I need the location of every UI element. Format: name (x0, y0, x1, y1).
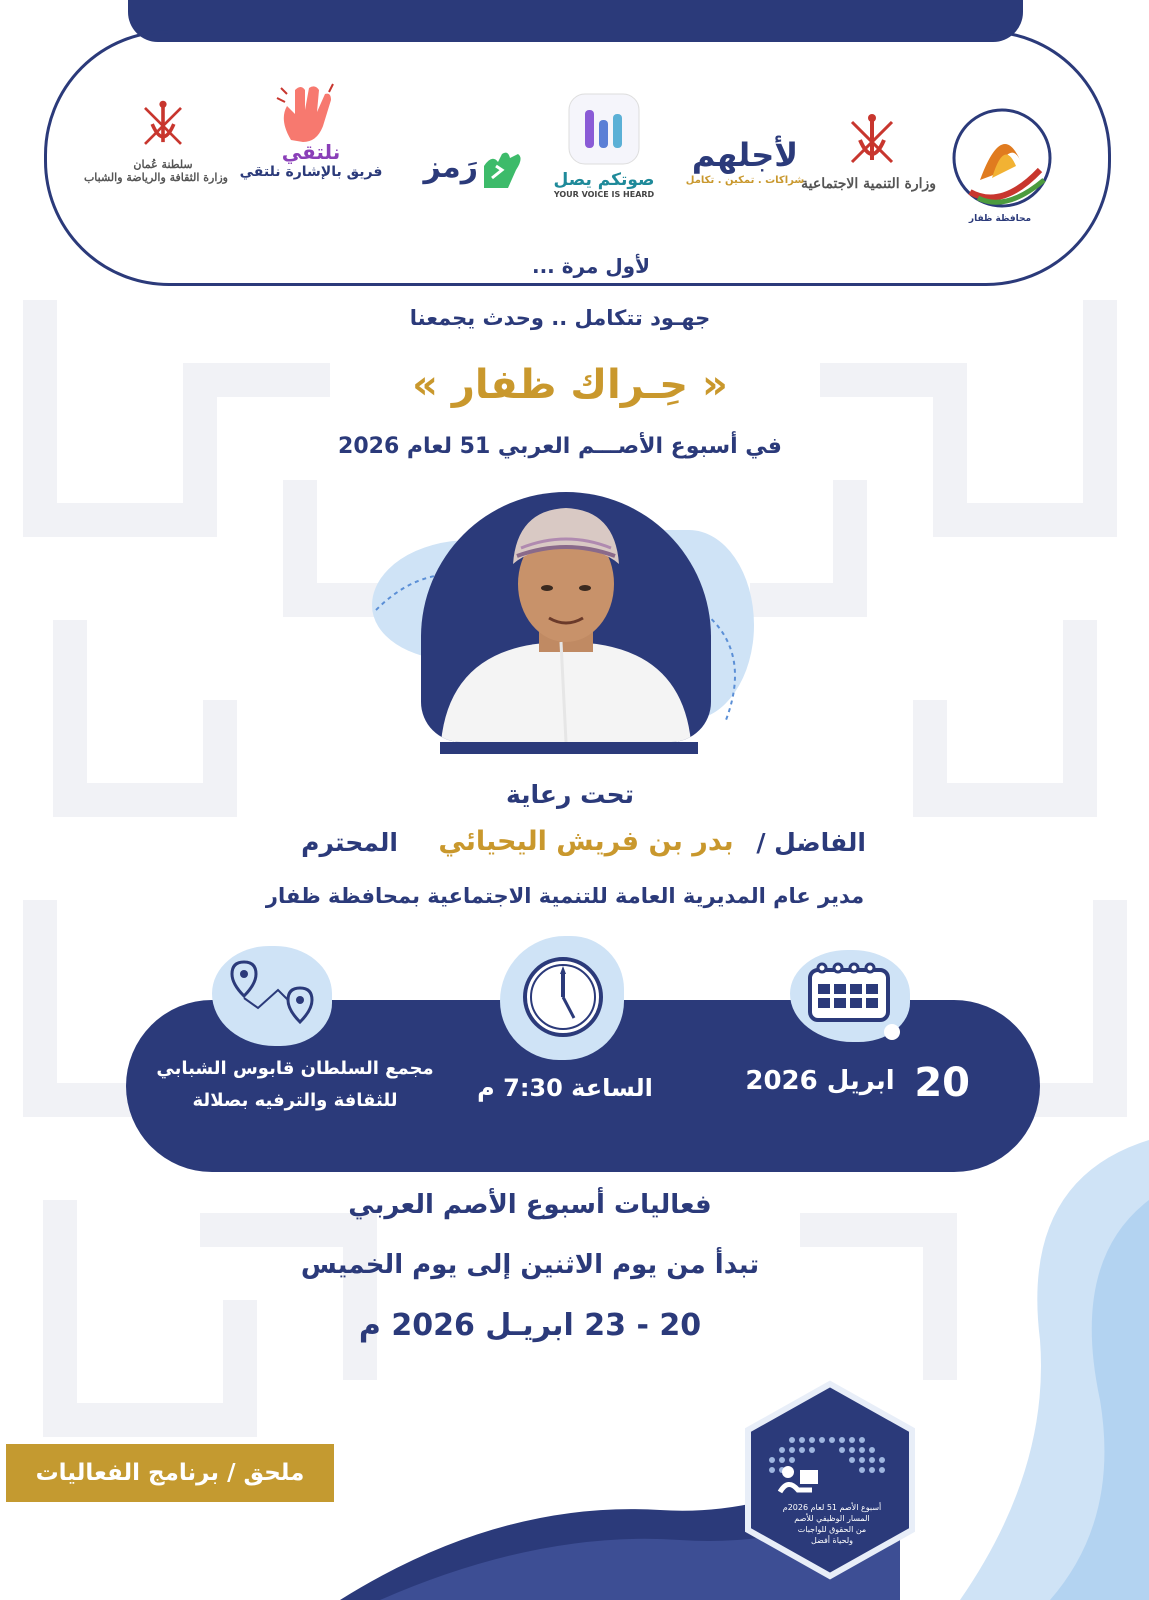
patron-honorific: الفاضل / (756, 828, 866, 857)
ministry-culture-logo (83, 96, 228, 206)
date-day: 20 (914, 1060, 970, 1106)
badge-hexagon (742, 1380, 918, 1580)
association-subtitle: محافظة ظفار (968, 214, 1032, 224)
liajlihim-title: لأجلهم (691, 136, 799, 174)
ramz-logo (398, 148, 528, 198)
ministry-culture-line2: وزارة الثقافة والرياضة والشباب (83, 171, 228, 184)
first-time-text: لأول مرة ... (531, 254, 650, 278)
venue-line2: للثقافة والترفيه بصلالة (192, 1090, 398, 1111)
patron-title: مدير عام المديرية العامة للتنمية الاجتماعية بمحافظة ظفار (265, 884, 865, 908)
venue-line1: مجمع السلطان قابوس الشبابي (156, 1058, 434, 1079)
bars-app-icon (567, 92, 641, 166)
sawtukum-tagline: YOUR VOICE IS HEARD (553, 190, 655, 199)
program-line2: تبدأ من يوم الاثنين إلى يوم الخميس (300, 1250, 760, 1280)
badge-line3: من الحقوق للواجبات (797, 1525, 867, 1534)
badge-line1: أسبوع الأصم 51 لعام 2026م (782, 1503, 882, 1512)
badge-line2: المسار الوظيفي للأصم (794, 1514, 870, 1523)
program-line1: فعاليات أسبوع الأصم العربي (348, 1190, 712, 1220)
occasion-text: في أسبوع الأصـــم العربي 51 لعام 2026 (338, 434, 782, 459)
portrait-underline (440, 742, 698, 754)
calendar-icon (800, 958, 900, 1028)
date-month-year: ابريل 2026 (745, 1066, 895, 1096)
annex-program-label[interactable]: ملحق / برنامج الفعاليات (6, 1444, 334, 1502)
naltaqi-title: نلتقي (281, 140, 341, 164)
sawtukum-title: صوتكم يصل (553, 170, 655, 190)
patron-respected: المحترم (301, 828, 398, 857)
liajlihim-logo (680, 135, 810, 200)
association-emblem-icon (940, 100, 1060, 210)
badge-line4: ولحياة أفضل (810, 1536, 854, 1545)
event-title: « حِـراك ظفار » (412, 362, 728, 408)
liajlihim-subtitle: شراكات . تمكين . تكامل (685, 175, 805, 186)
ramz-title: رَمز (423, 150, 478, 185)
clock-icon (518, 952, 608, 1042)
hand-sign-icon (478, 148, 524, 194)
under-patronage-label: تحت رعاية (506, 780, 634, 809)
tagline: جهـود تتكامل .. وحدث يجمعنا (409, 306, 711, 330)
naltaqi-subtitle: فريق بالإشارة نلتقي (239, 164, 383, 180)
arab-deaf-week-badge (742, 1380, 918, 1580)
route-location-icon (228, 958, 320, 1030)
decorative-waves (900, 1140, 1149, 1600)
ministry-culture-line1: سلطنة عُمان (133, 158, 193, 171)
sawtukum-logo (540, 92, 668, 212)
calendar-dot (884, 1024, 900, 1040)
naltaqi-logo (236, 80, 386, 200)
badge-text (772, 1502, 892, 1546)
ministry-social-name: وزارة التنمية الاجتماعية (801, 176, 936, 192)
program-line3: 20 - 23 ابريـل 2026 م (358, 1308, 702, 1343)
event-time: الساعة 7:30 م (477, 1074, 653, 1102)
ministry-social-logo (801, 110, 936, 215)
hand-wave-icon (273, 80, 349, 146)
patron-name: بدر بن فريش اليحيائي (438, 826, 734, 857)
association-logo (940, 100, 1060, 225)
khanjar-emblem-icon-2 (136, 96, 190, 154)
khanjar-emblem-icon (842, 110, 902, 172)
